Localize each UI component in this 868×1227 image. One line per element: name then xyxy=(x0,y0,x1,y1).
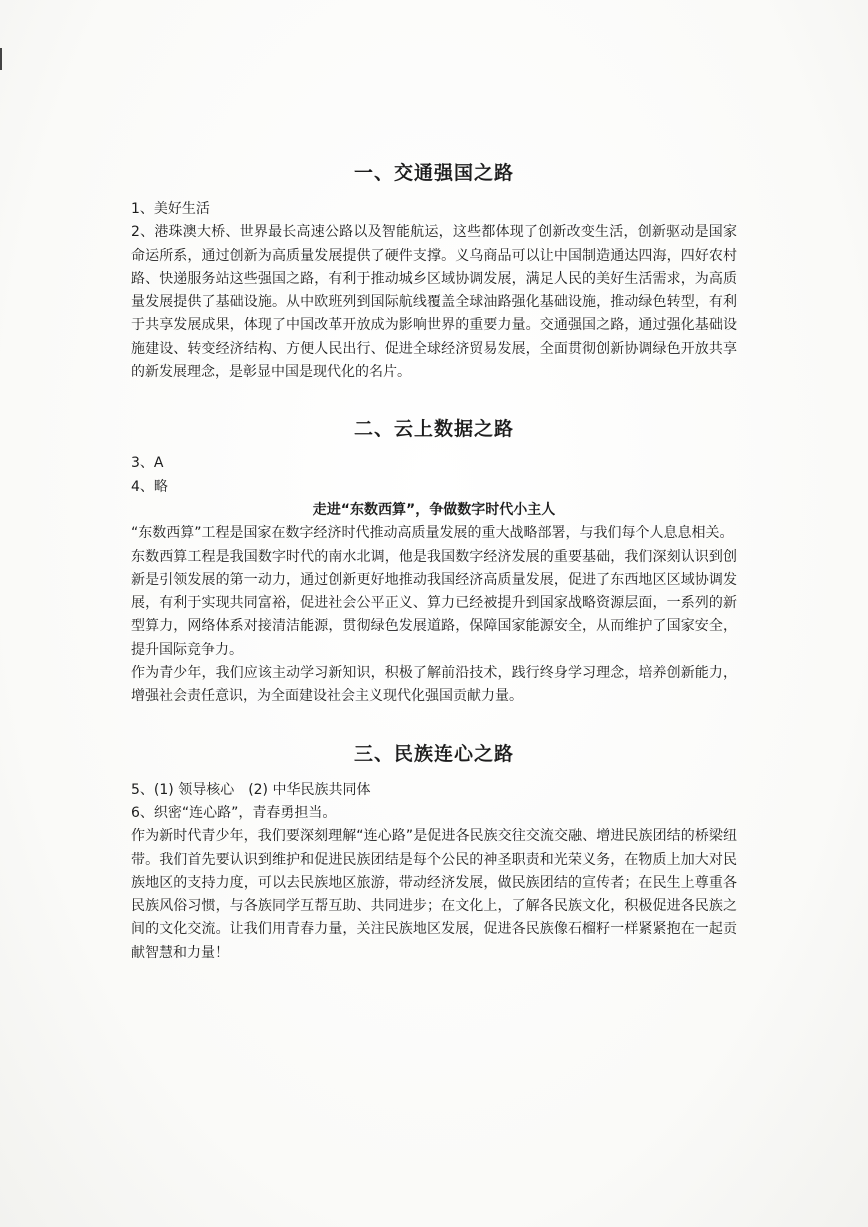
essay-paragraph-1: “东数西算”工程是国家在数字经济时代推动高质量发展的重大战略部署，与我们每个人息息相关。 xyxy=(131,525,734,542)
answer-item-2: 2、港珠澳大桥、世界最长高速公路以及智能航运，这些都体现了创新改变生活，创新驱动是国家命运所系，通过创新为高质量发展提供了硬件支撑。义乌商品可以让中国制造通达四海，四好农村路、快递服务站这些强国之路，有利于推动城乡区域协调发展，满足人民的美好生活需求，为高质量发展提供了基础设施。从中欧班列到国际航线覆盖全球油路强化基础设施，推动绿色转型，有利于共享发展成果，体现了中国改革开放成为影响世界的重要力量。交通强国之路，通过强化基础设施建设、转变经济结构、方便人民出行、促进全球经济贸易发展，全面贯彻创新协调绿色开放共享的新发展理念，是彰显中国是现代化的名片。 xyxy=(131,224,737,381)
answer-item-4: 4、略 xyxy=(131,478,168,495)
answer-item-6-body: 作为新时代青少年，我们要深刻理解“连心路”是促进各民族交往交流交融、增进民族团结的桥梁纽带。我们首先要认识到维护和促进民族团结是每个公民的神圣职责和光荣义务，在物质上加大对民族地区的支持力度，可以去民族地区旅游，带动经济发展，做民族团结的宣传者；在民生上尊重各民族风俗习惯，与各族同学互帮互助、共同进步；在文化上，了解各民族文化，积极促进各民族之间的文化交流。让我们用青春力量，关注民族地区发展，促进各民族像石榴籽一样紧紧抱在一起贡献智慧和力量！ xyxy=(131,828,737,961)
answer-item-6: 6、织密“连心路”，青春勇担当。 xyxy=(131,804,337,821)
scan-edge-mark xyxy=(0,48,2,70)
essay-paragraph-3: 作为青少年，我们应该主动学习新知识，积极了解前沿技术，践行终身学习理念，培养创新能力，增强社会责任意识，为全面建设社会主义现代化强国贡献力量。 xyxy=(131,665,737,705)
answer-item-1: 1、美好生活 xyxy=(131,201,210,217)
section-title-cloud-data: 二、云上数据之路 xyxy=(353,418,514,441)
essay-subtitle: 走进“东数西算”，争做数字时代小主人 xyxy=(312,501,556,518)
essay-paragraph-2: 东数西算工程是我国数字时代的南水北调，他是我国数字经济发展的重要基础，我们深刻认识到创新是引领发展的第一动力，通过创新更好地推动我国经济高质量发展，促进了东西地区区域协调发展，有利于实现共同富裕，促进社会公平正义、算力已经被提升到国家战略资源层面，一系列的新型算力，网络体系对接清洁能源，贯彻绿色发展道路，保障国家能源安全，从而维护了国家安全，提升国际竞争力。 xyxy=(131,548,737,658)
answer-item-5: 5、(1) 领导核心 (2) 中华民族共同体 xyxy=(131,781,371,798)
answer-item-3: 3、A xyxy=(131,455,164,472)
section-title-ethnic-unity: 三、民族连心之路 xyxy=(353,742,514,765)
section-title-transport: 一、交通强国之路 xyxy=(353,162,514,184)
document-content xyxy=(131,158,737,965)
